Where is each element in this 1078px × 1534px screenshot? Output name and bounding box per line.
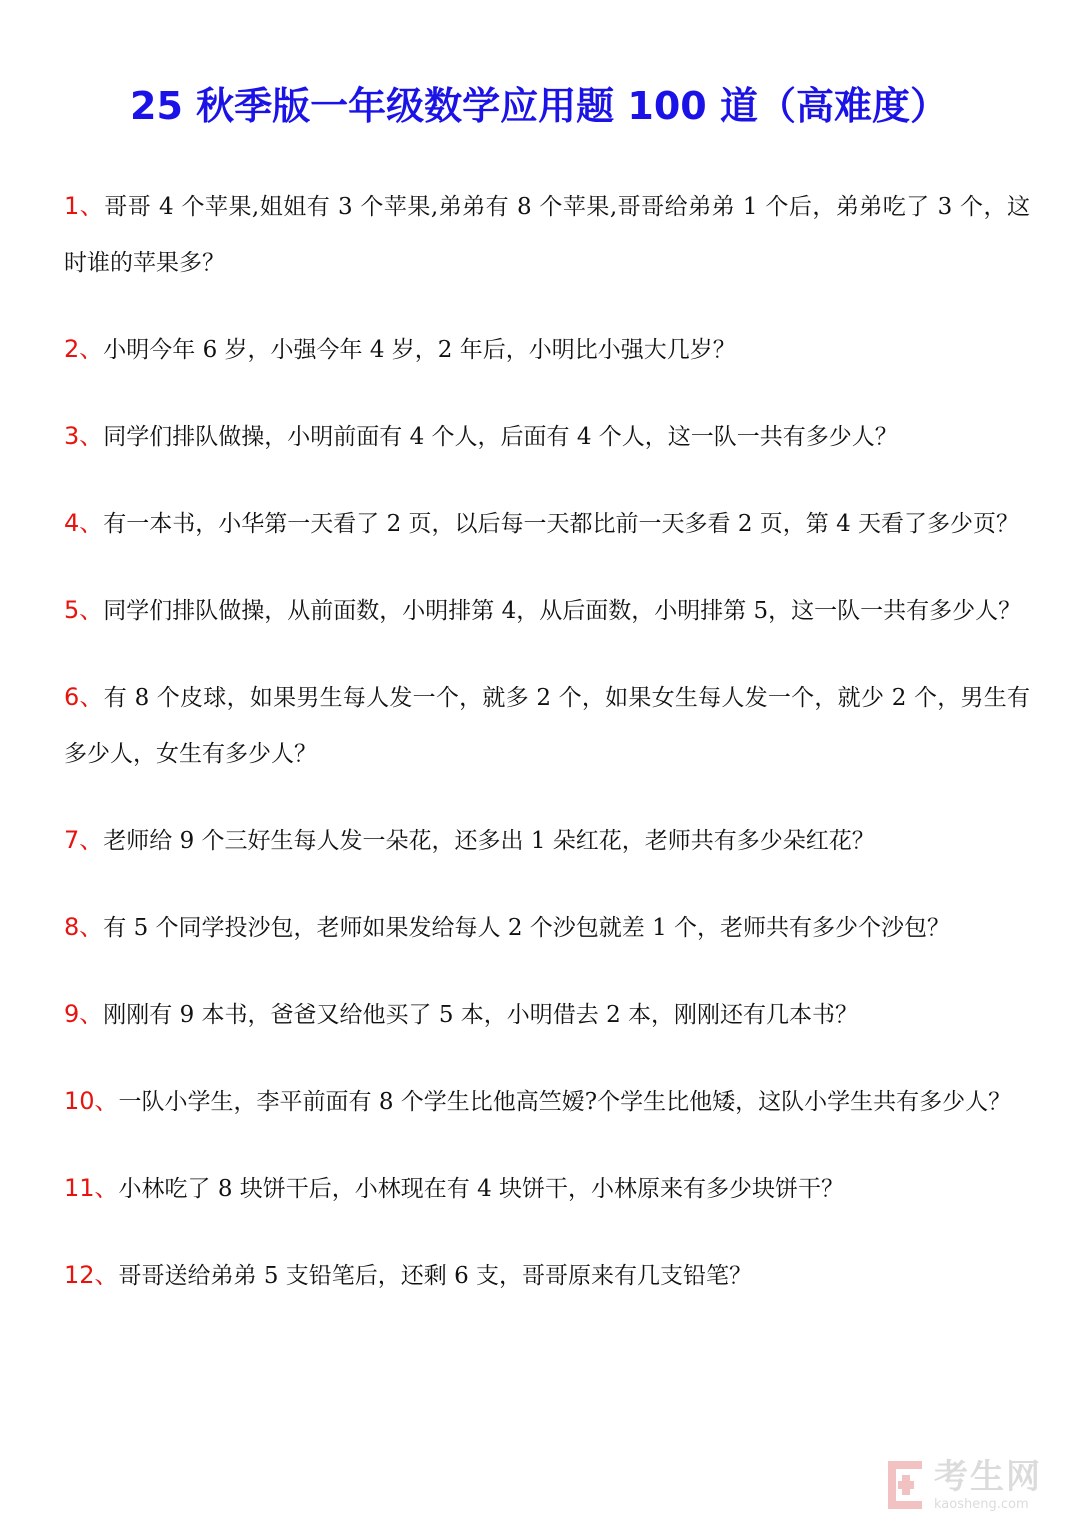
question-9: [64, 986, 1030, 1043]
question-list: [64, 178, 1030, 1334]
watermark-url: kaosheng.com: [934, 1497, 1029, 1512]
question-text: 有一本书，小华第一天看了 2 页，以后每一天都比前一天多看 2 页，第 4 天看了多少页？: [103, 511, 1020, 537]
question-text: 小林吃了 8 块饼干后，小林现在有 4 块饼干，小林原来有多少块饼干？: [118, 1176, 845, 1202]
question-number: 8、: [64, 913, 104, 941]
question-11: [64, 1160, 1030, 1217]
question-number: 9、: [64, 1000, 104, 1028]
question-12: [64, 1247, 1030, 1304]
question-number: 4、: [64, 509, 104, 537]
question-text: 老师给 9 个三好生每人发一朵花，还多出 1 朵红花，老师共有多少朵红花？: [103, 828, 875, 854]
question-text: 有 8 个皮球，如果男生每人发一个，就多 2 个，如果女生每人发一个，就少 2 个，男生有多少人，女生有多少人？: [64, 685, 1030, 767]
question-2: [64, 321, 1030, 378]
page-title: 25 秋季版一年级数学应用题 100 道（高难度）: [130, 84, 948, 128]
question-number: 1、: [64, 192, 105, 220]
question-10: [64, 1073, 1030, 1130]
question-text: 一队小学生，李平前面有 8 个学生比他高竺嫒?个学生比他矮，这队小学生共有多少人？: [118, 1089, 1012, 1115]
question-7: [64, 812, 1030, 869]
question-text: 哥哥 4 个苹果,姐姐有 3 个苹果,弟弟有 8 个苹果,哥哥给弟弟 1 个后，弟弟吃了 3 个，这时谁的苹果多？: [64, 194, 1030, 276]
question-5: [64, 582, 1030, 639]
question-text: 小明今年 6 岁，小强今年 4 岁，2 年后，小明比小强大几岁？: [103, 337, 736, 363]
question-1: [64, 178, 1030, 291]
question-number: 2、: [64, 335, 104, 363]
question-number: 7、: [64, 826, 104, 854]
question-number: 6、: [64, 683, 104, 711]
watermark-text: 考生网: [934, 1457, 1042, 1497]
question-3: [64, 408, 1030, 465]
question-6: [64, 669, 1030, 782]
question-number: 5、: [64, 596, 104, 624]
question-text: 刚刚有 9 本书，爸爸又给他买了 5 本，小明借去 2 本，刚刚还有几本书？: [103, 1002, 859, 1028]
question-number: 11、: [64, 1174, 119, 1202]
question-8: [64, 899, 1030, 956]
question-text: 有 5 个同学投沙包，老师如果发给每人 2 个沙包就差 1 个，老师共有多少个沙包？: [103, 915, 951, 941]
question-text: 同学们排队做操，小明前面有 4 个人，后面有 4 个人，这一队一共有多少人？: [103, 424, 898, 450]
watermark-logo-icon: [886, 1457, 926, 1513]
question-4: [64, 495, 1030, 552]
question-number: 10、: [64, 1087, 119, 1115]
question-number: 3、: [64, 422, 104, 450]
watermark: [886, 1448, 1056, 1522]
question-text: 同学们排队做操，从前面数，小明排第 4，从后面数，小明排第 5，这一队一共有多少人？: [103, 598, 1022, 624]
question-number: 12、: [64, 1261, 119, 1289]
question-text: 哥哥送给弟弟 5 支铅笔后，还剩 6 支，哥哥原来有几支铅笔？: [118, 1263, 753, 1289]
